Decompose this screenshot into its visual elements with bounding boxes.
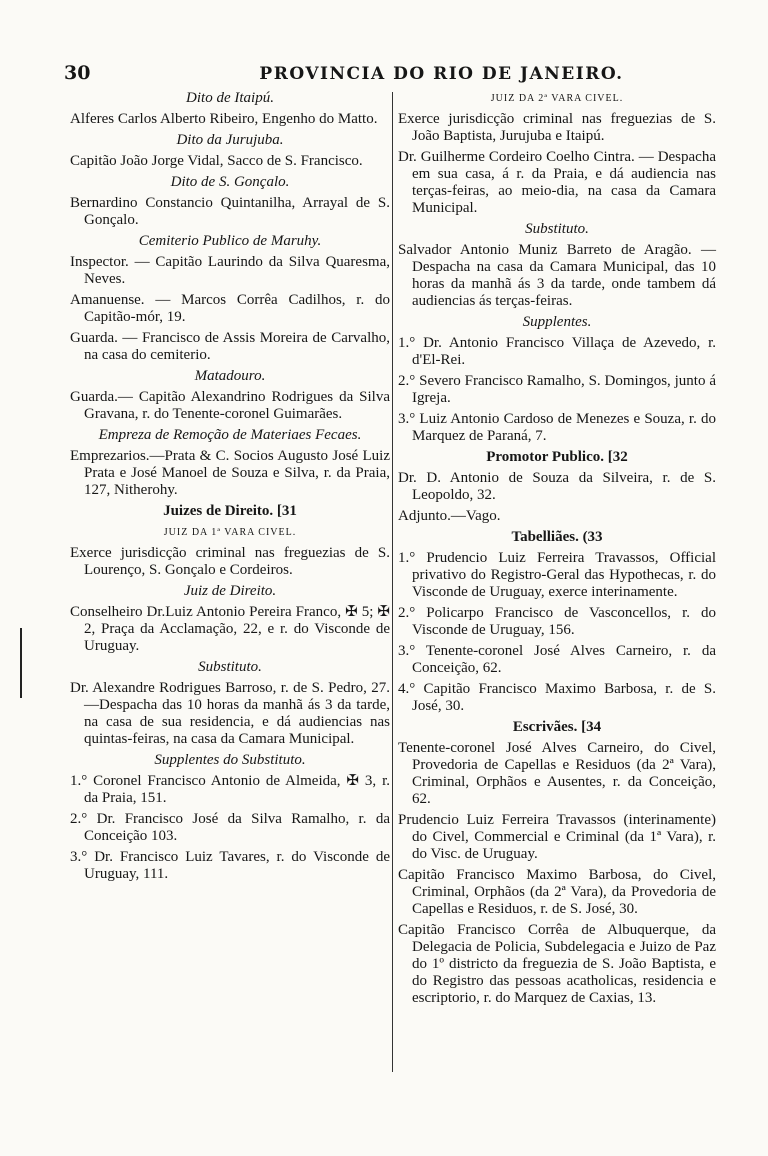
right-block: Substituto. (525, 221, 589, 237)
right-block: Capitão Francisco Maximo Barbosa, do Civel, Criminal, Orphãos (da 2ª Vara), da Provedoria de Capellas e Residuos, r. de S. José, 30. (398, 867, 716, 917)
left-block: Emprezarios.—Prata & C. Socios Augusto José Luiz Prata e José Manoel de Souza e Silva, r. da Praia, 127, Nitherohy. (70, 448, 390, 498)
page-title: PROVINCIA DO RIO DE JANEIRO. (259, 64, 624, 84)
left-block: Inspector. — Capitão Laurindo da Silva Quaresma, Neves. (70, 254, 390, 287)
left-block: Juiz de Direito. (183, 583, 277, 599)
left-block: Empreza de Remoção de Materiaes Fecaes. (98, 427, 362, 443)
right-block: Capitão Francisco Corrêa de Albuquerque, da Delegacia de Policia, Subdelegacia e Juizo de Paz do 1º districto da freguezia de S. João Baptista, e do Registro das pessoas acatholicas, residencia e escriptorio, r. do Marquez de Caxias, 13. (398, 922, 716, 1006)
right-block: 2.° Severo Francisco Ramalho, S. Domingos, junto á Igreja. (398, 373, 716, 406)
column-divider (392, 92, 393, 1072)
left-block: Alferes Carlos Alberto Ribeiro, Engenho do Matto. (70, 111, 378, 127)
right-block: 1.° Prudencio Luiz Ferreira Travassos, Official privativo do Registro-Geral das Hypothecas, r. do Visconde de Uruguay, exerce interinamente. (398, 550, 716, 600)
left-block: Amanuense. — Marcos Corrêa Cadilhos, r. do Capitão-mór, 19. (70, 292, 390, 325)
right-column (398, 90, 716, 1011)
page-header (64, 62, 719, 86)
left-block: Bernardino Constancio Quintanilha, Arrayal de S. Gonçalo. (70, 195, 390, 228)
page-number: 30 (64, 62, 91, 84)
left-block: JUIZ DA 1ª VARA CIVEL. (163, 527, 297, 538)
right-block: 2.° Policarpo Francisco de Vasconcellos, r. do Visconde de Uruguay, 156. (398, 605, 716, 638)
left-block: Cemiterio Publico de Maruhy. (138, 233, 322, 249)
right-block: JUIZ DA 2ª VARA CIVEL. (490, 93, 624, 104)
right-block: 4.° Capitão Francisco Maximo Barbosa, r. de S. José, 30. (398, 681, 716, 714)
left-block: Dito da Jurujuba. (176, 132, 284, 148)
right-block: Tabelliães. (33 (511, 529, 603, 545)
left-block: Guarda.— Capitão Alexandrino Rodrigues da Silva Gravana, r. do Tenente-coronel Guimarães. (70, 389, 390, 422)
right-block: 3.° Luiz Antonio Cardoso de Menezes e Souza, r. do Marquez de Paraná, 7. (398, 411, 716, 444)
right-block: Adjunto.—Vago. (398, 508, 501, 524)
right-block: Escrivães. [34 (512, 719, 602, 735)
right-block: Dr. D. Antonio de Souza da Silveira, r. de S. Leopoldo, 32. (398, 470, 716, 503)
left-block: Guarda. — Francisco de Assis Moreira de Carvalho, na casa do cemiterio. (70, 330, 390, 363)
right-block: Salvador Antonio Muniz Barreto de Aragão. —Despacha na casa da Camara Municipal, das 10 horas da manhã ás 3 da tarde, onde tambem dá audiencias ás terças-feiras. (398, 242, 716, 309)
left-block: 2.° Dr. Francisco José da Silva Ramalho, r. da Conceição 103. (70, 811, 390, 844)
right-block: Tenente-coronel José Alves Carneiro, do Civel, Provedoria de Capellas e Residuos (da 2ª Vara), Criminal, Orphãos e Ausentes, r. da Conceição, 62. (398, 740, 716, 807)
left-block: 3.° Dr. Francisco Luiz Tavares, r. do Visconde de Uruguay, 111. (70, 849, 390, 882)
margin-mark (20, 628, 22, 698)
left-block: Dito de Itaipú. (186, 90, 274, 106)
right-block: Exerce jurisdicção criminal nas freguezias de S. João Baptista, Jurujuba e Itaipú. (398, 111, 716, 144)
left-block: Capitão João Jorge Vidal, Sacco de S. Francisco. (70, 153, 363, 169)
left-block: Supplentes do Substituto. (154, 752, 306, 768)
left-block: Substituto. (198, 659, 262, 675)
right-block: 3.° Tenente-coronel José Alves Carneiro, r. da Conceição, 62. (398, 643, 716, 676)
left-block: Matadouro. (194, 368, 266, 384)
left-column (70, 90, 390, 887)
right-block: Prudencio Luiz Ferreira Travassos (interinamente) do Civel, Commercial e Criminal (da 1ª Vara), r. do Visc. de Uruguay. (398, 812, 716, 862)
left-block: Exerce jurisdicção criminal nas freguezias de S. Lourenço, S. Gonçalo e Cordeiros. (70, 545, 390, 578)
right-block: 1.° Dr. Antonio Francisco Villaça de Azevedo, r. d'El-Rei. (398, 335, 716, 368)
right-block: Promotor Publico. [32 (486, 449, 628, 465)
left-block: Juizes de Direito. [31 (163, 503, 297, 519)
left-block: Dito de S. Gonçalo. (170, 174, 290, 190)
left-block: Conselheiro Dr.Luiz Antonio Pereira Franco, ✠ 5; ✠ 2, Praça da Acclamação, 22, e r. do Visconde de Uruguay. (70, 604, 390, 654)
left-block: Dr. Alexandre Rodrigues Barroso, r. de S. Pedro, 27.—Despacha das 10 horas da manhã ás 3 da tarde, na casa de sua residencia, e dá audiencias nas quintas-feiras, na casa da Camara Municipal. (70, 680, 390, 747)
right-block: Supplentes. (522, 314, 592, 330)
left-block: 1.° Coronel Francisco Antonio de Almeida, ✠ 3, r. da Praia, 151. (70, 773, 390, 806)
right-block: Dr. Guilherme Cordeiro Coelho Cintra. — Despacha em sua casa, á r. da Praia, e dá audiencia nas terças-feiras, ao meio-dia, na casa da Camara Municipal. (398, 149, 716, 216)
